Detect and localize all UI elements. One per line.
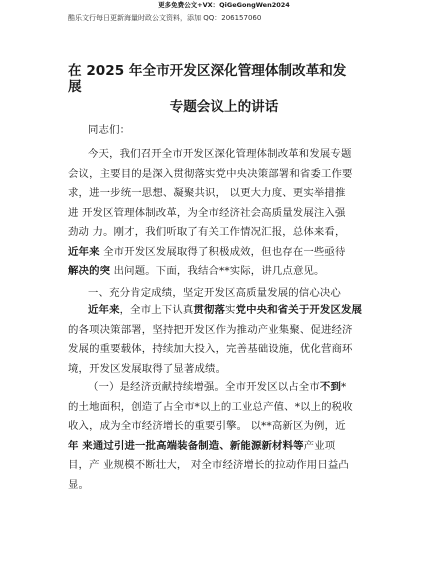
paragraph-intro [68,145,386,282]
section-heading: 一、充分肯定成绩，坚定开发区高质量发展的信心决心 [88,287,341,299]
paragraph-line: 发展的重要载体，持续加大投入，完善基础设施，优化营商环 [68,343,353,355]
paragraph-line: 的土地面积，创造了占全市*以上的工业总产值、*以上的税收 [68,400,353,413]
paragraph-line: 目，产 业规模不断壮大， 对全市经济增长的拉动作用日益凸 [68,459,349,471]
paragraph-economy [68,378,386,495]
title-line: 在 2025 年全市开发区深化管理体制改革和发 [68,63,347,79]
paragraph-line: 劲动 力。刚才，我们听取了有关工作情况汇报，总体来看， [68,226,346,238]
title-line: 展 [68,79,82,95]
paragraph-line: 的各项决策部署，坚持把开发区作为推动产业集聚、促进经济 [68,323,353,336]
paragraph-achievements [68,301,386,379]
paragraph-line: （一）是经济贡献持续增强。全市开发区以占全市不到* [88,381,347,393]
paragraph-line: 会议，主要目的是深入贯彻落实党中央决策部署和省委工作要 [68,167,353,180]
paragraph-line: 收入，成为全市经济增长的重要引擎。 以**高新区为例，近 [68,420,346,432]
paragraph-line: 近年来 全市开发区发展取得了积极成效，但也存在一些亟待 [68,245,346,258]
paragraph-line: 显。 [68,478,90,491]
paragraph-line: 年 来通过引进一批高端装备制造、新能源新材料等产业项 [68,439,336,452]
document-subtitle: 专题会议上的讲话 [169,99,279,115]
paragraph-line: 解决的突 出问题。下面，我结合**实际，讲几点意见。 [68,265,325,277]
document-title [68,63,386,95]
group-notice: 酷乐文行每日更新海量时政公文资料，添加 QQ：206157060 [68,14,262,22]
salutation: 同志们： [88,124,131,136]
paragraph-line: 进 开发区管理体制改革，为全市经济社会高质量发展注入强 [68,206,346,219]
paragraph-line: 境，开发区发展取得了显著成绩。 [68,362,227,375]
paragraph-line: 今天，我们召开全市开发区深化管理体制改革和发展专题 [88,148,352,160]
paragraph-line: 求，进一步统一思想、凝聚共识， 以更大力度、更实举措推 [68,187,346,199]
paragraph-line: 近年来，全市上下认真贯彻落实党中央和省关于开发区发展 [88,304,363,316]
top-notice: 更多免费公文+VX：QiGeGongWen2024 [158,1,290,9]
